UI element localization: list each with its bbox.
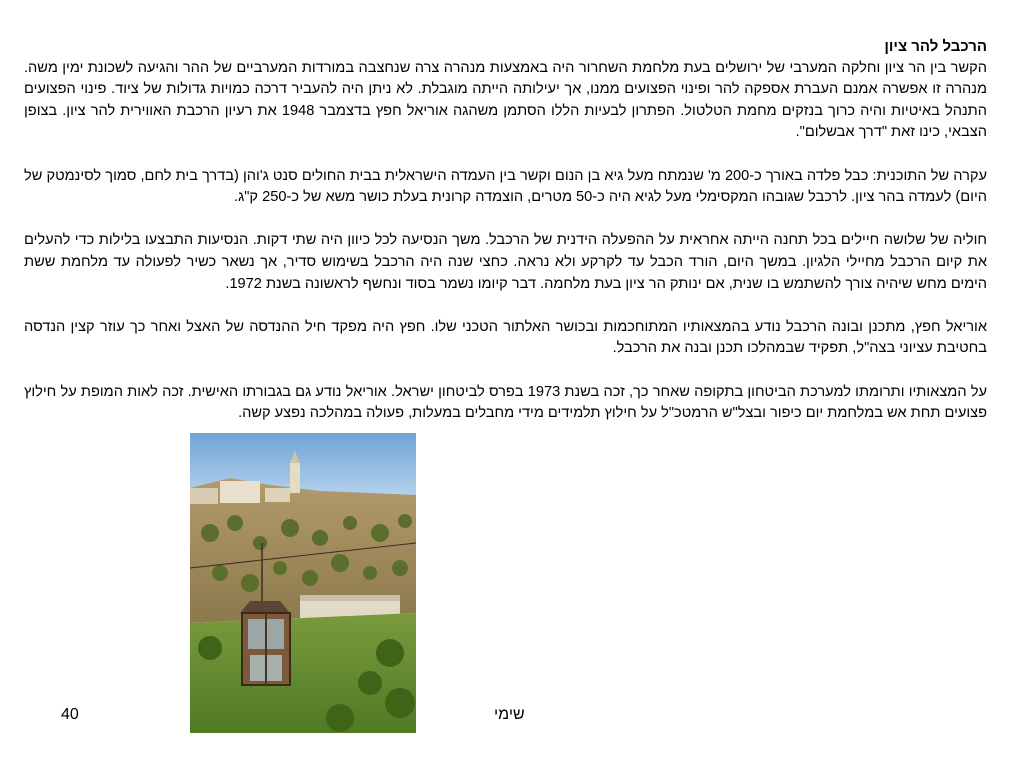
paragraph-5: על המצאותיו ותרומתו למערכת הביטחון בתקופה שאחר כך, זכה בשנת 1973 בפרס לביטחון ישראל. אוריאל נודע גם בגבורתו האישית. זכה לאות המופת על חילוץ פצועים תחת אש במלחמת יום כיפור ובצל"ש הרמטכ"ל על חילוץ תלמידים מידי מחבלים במעלות, פעולה במהלכה נפצע קשה. — [24, 383, 987, 422]
author-name: שימי — [494, 706, 525, 723]
cable-car-cabin-icon — [240, 601, 290, 685]
paragraph-1: הקשר בין הר ציון וחלקה המערבי של ירושלים בעת מלחמת השחרור היה באמצעות מנהרה צרה שנחצבה במורדות המערביים של ההר והגיעה לשכונת ימין משה. מנהרה זו אפשרה אמנם העברת אספקה להר ופינוי הפצועים ממנו, אך יעילותה הייתה מוגבלת. לא ניתן היה להעביר דרכה כמויות גדולות של ציוד. פינוי הפצועים התנהל באיטיות והיה כרוך בנזקים מחמת הטלטול. הפתרון לבעיות הללו הסתמן משהגה אוריאל חפץ בדצמבר 1948 את רעיון הרכבת האווירית להר ציון. בצופן הצבאי, כינו זאת "דרך אבשלום". — [24, 59, 987, 141]
paragraph-4: אוריאל חפץ, מתכנן ובונה הרכבל נודע בהמצאותיו המתוחכמות ובכושר האלתור הטכני שלו. חפץ היה מפקד חיל ההנדסה של האצל ואחר כך עוזר קצין הנדסה בחטיבת עציוני בצה"ל, תפקיד שבמהלכו תכנן ובנה את הרכבל. — [24, 318, 987, 357]
paragraph-3: חוליה של שלושה חיילים בכל תחנה הייתה אחראית על ההפעלה הידנית של הרכבל. משך הנסיעה לכל כיוון היה שתי דקות. הנסיעות התבצעו בלילות כדי להעלים את קיום הרכבל מחיילי הלגיון. במשך היום, הורד הכבל עד לקרקע ולא נראה. כחצי שנה היה הרכבל בשימוש סדיר, אך נשאר כשיר לפעולה עד מלחמת ששת הימים מחש שיהיה צורך להשתמש בו שנית, אם ינותק הר ציון בעת מלחמה. דבר קיומו נשמר בסוד ונחשף לראשונה בשנת 1972. — [24, 232, 987, 292]
cable-car-photo — [190, 433, 416, 733]
page-number: 40 — [61, 706, 79, 723]
article — [24, 36, 987, 425]
paragraph-2: עקרה של התוכנית: כבל פלדה באורך כ-200 מ' שנמתח מעל גיא בן הנום וקשר בין העמדה הישראלית בבית החולים סנט ג'והן (בדרך בית לחם, סמוך לסינמטק של היום) לעמדה בהר ציון. לרכבל שגובהו המקסימלי מעל לגיא היה כ-50 מטרים, הוצמדה קרונית בעלת כושר משא של כ-250 ק"ג. — [24, 167, 987, 206]
article-title: הרכבל להר ציון — [884, 38, 987, 55]
